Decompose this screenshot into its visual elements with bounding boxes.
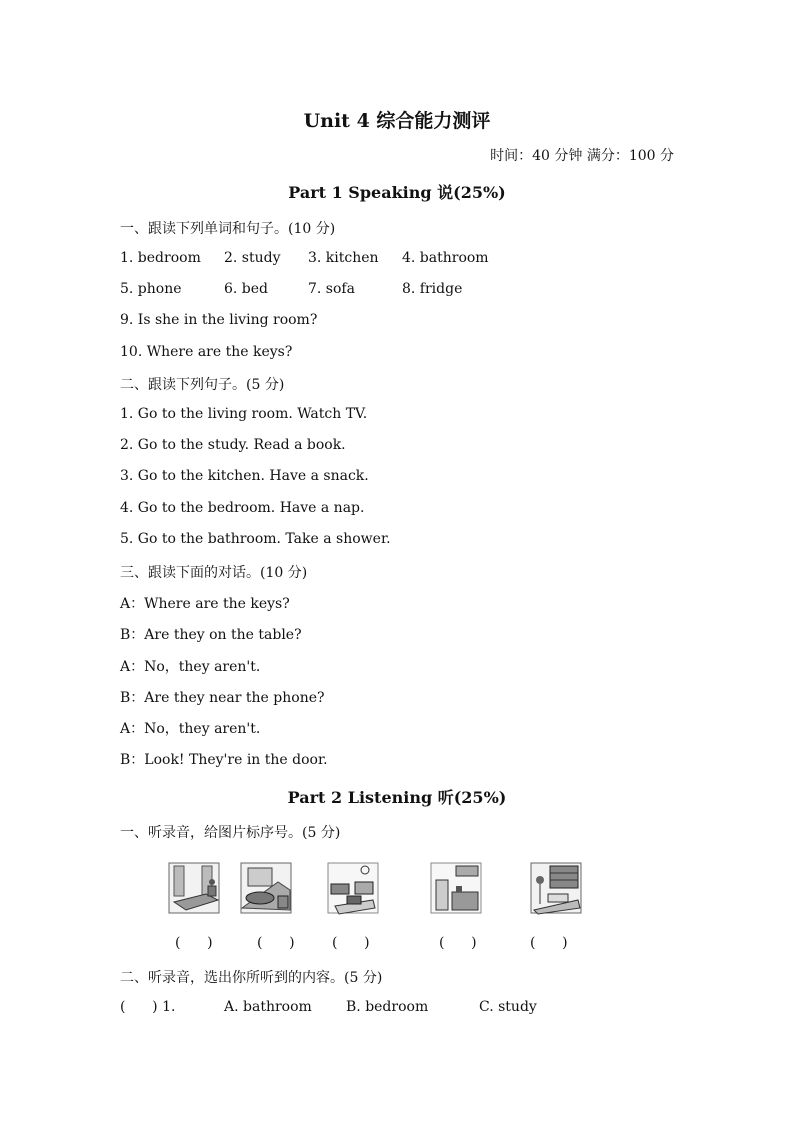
word-item: 7. sofa bbox=[308, 281, 355, 297]
answer-blank[interactable]: ( ) 1. bbox=[120, 999, 176, 1015]
part1-title: Part 1 Speaking 说(25%) bbox=[288, 183, 506, 202]
option-c[interactable]: C. study bbox=[479, 999, 537, 1015]
word-item: 6. bed bbox=[224, 281, 269, 297]
sentence-10: 10. Where are the keys? bbox=[120, 344, 293, 360]
part2-sec2-heading: 二、听录音，选出你所听到的内容。(5 分) bbox=[120, 970, 383, 986]
dialogue-line: A：Where are the keys? bbox=[120, 596, 290, 612]
page-title: Unit 4 综合能力测评 bbox=[303, 110, 491, 132]
sentence-line: 5. Go to the bathroom. Take a shower. bbox=[120, 531, 391, 547]
part2-title: Part 2 Listening 听(25%) bbox=[287, 788, 507, 807]
part2-sec1-heading: 一、听录音，给图片标序号。(5 分) bbox=[120, 825, 341, 841]
dialogue-line: A：No，they aren't. bbox=[120, 721, 261, 737]
sentence-line: 4. Go to the bedroom. Have a nap. bbox=[120, 500, 365, 516]
word-item: 1. bedroom bbox=[120, 250, 201, 266]
word-item: 3. kitchen bbox=[308, 250, 379, 266]
part1-sec2-heading: 二、跟读下列句子。(5 分) bbox=[120, 377, 285, 393]
sentence-line: 2. Go to the study. Read a book. bbox=[120, 437, 346, 453]
study-picture bbox=[528, 860, 584, 916]
kitchen-picture bbox=[428, 860, 484, 916]
dialogue-line: A：No，they aren't. bbox=[120, 659, 261, 675]
dialogue-line: B：Are they near the phone? bbox=[120, 690, 325, 706]
answer-bracket[interactable]: ( ) bbox=[439, 935, 477, 951]
sentence-line: 3. Go to the kitchen. Have a snack. bbox=[120, 468, 369, 484]
word-item: 4. bathroom bbox=[402, 250, 489, 266]
word-item: 5. phone bbox=[120, 281, 182, 297]
bathroom-picture bbox=[238, 860, 294, 916]
living-room-picture bbox=[325, 860, 381, 916]
test-meta: 时间：40 分钟 满分：100 分 bbox=[490, 148, 674, 164]
word-item: 2. study bbox=[224, 250, 281, 266]
answer-bracket[interactable]: ( ) bbox=[530, 935, 568, 951]
sentence-line: 1. Go to the living room. Watch TV. bbox=[120, 406, 368, 422]
picture-row bbox=[160, 860, 600, 920]
option-a[interactable]: A. bathroom bbox=[224, 999, 312, 1015]
part1-sec1-heading: 一、跟读下列单词和句子。(10 分) bbox=[120, 221, 336, 237]
answer-bracket[interactable]: ( ) bbox=[332, 935, 370, 951]
word-row-2 bbox=[120, 281, 462, 297]
sentence-9: 9. Is she in the living room? bbox=[120, 312, 318, 328]
question-1 bbox=[120, 999, 537, 1015]
word-item: 8. fridge bbox=[402, 281, 463, 297]
part1-sec3-heading: 三、跟读下面的对话。(10 分) bbox=[120, 565, 308, 581]
option-b[interactable]: B. bedroom bbox=[346, 999, 429, 1015]
word-row-1 bbox=[120, 250, 489, 266]
bedroom-picture bbox=[166, 860, 222, 916]
dialogue-line: B：Are they on the table? bbox=[120, 627, 302, 643]
answer-bracket[interactable]: ( ) bbox=[175, 935, 213, 951]
answer-bracket[interactable]: ( ) bbox=[257, 935, 295, 951]
dialogue-line: B：Look! They're in the door. bbox=[120, 752, 328, 768]
